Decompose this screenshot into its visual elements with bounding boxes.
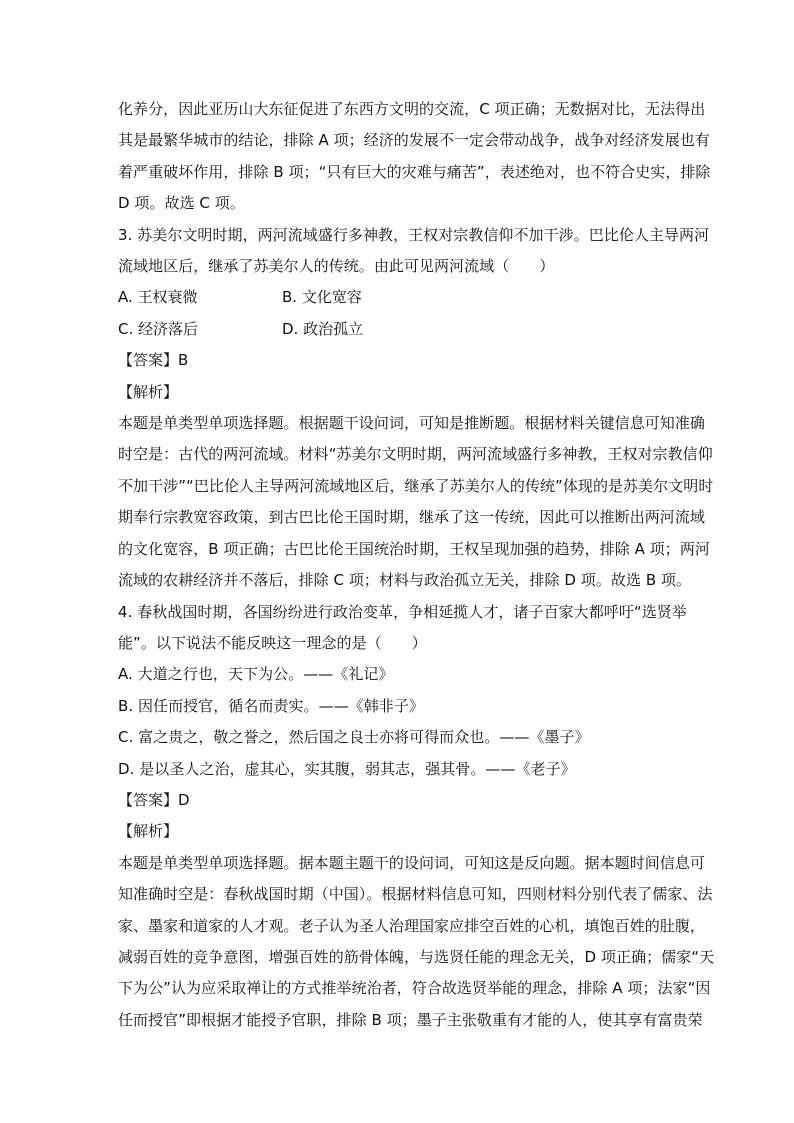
question-stem-line: 3. 苏美尔文明时期，两河流域盛行多神教，王权对宗教信仰不加干涉。巴比伦人主导两河 xyxy=(118,225,710,244)
text-line: 时空是：古代的两河流域。材料“苏美尔文明时期，两河流域盛行多神教，王权对宗教信仰 xyxy=(118,445,713,464)
option-c: C. 经济落后 xyxy=(118,319,199,338)
text-line: 着严重破坏作用，排除 B 项；“只有巨大的灾难与痛苦”，表述绝对，也不符合史实，排除 xyxy=(118,162,711,181)
analysis-label: 【解析】 xyxy=(118,822,179,841)
page-content xyxy=(118,94,715,1036)
option-b: B. 文化宽容 xyxy=(282,288,362,307)
text-line: 的文化宽容，B 项正确；古巴比伦王国统治时期，王权呈现加强的趋势，排除 A 项；两河 xyxy=(118,539,710,558)
question-3 xyxy=(118,220,714,597)
text-line: 化养分，因此亚历山大东征促进了东西方文明的交流，C 项正确；无数据对比，无法得出 xyxy=(118,100,706,118)
text-line: 期奉行宗教宽容政策，到古巴比伦王国时期，继承了这一传统，因此可以推断出两河流域 xyxy=(118,508,705,527)
option-row xyxy=(118,282,678,313)
analysis-paragraph xyxy=(118,848,715,1036)
text-line: D 项。故选 C 项。 xyxy=(118,194,245,213)
analysis-label: 【解析】 xyxy=(118,382,179,401)
answer-label: 【答案】D xyxy=(118,790,190,809)
option-b: B. 因任而授官，循名而责实。——《韩非子》 xyxy=(118,696,424,715)
text-line: 减弱百姓的竞争意图，增强百姓的筋骨体魄，与选贤任能的理念无关，D 项正确；儒家“天 xyxy=(118,947,715,966)
text-line: 任而授官”即根据才能授予官职，排除 B 项；墨子主张敬重有才能的人，使其享有富贵荣 xyxy=(118,1010,703,1029)
text-line: 家、墨家和道家的人才观。老子认为圣人治理国家应排空百姓的心机，填饱百姓的肚腹， xyxy=(118,916,705,935)
option-a: A. 大道之行也，天下为公。——《礼记》 xyxy=(118,665,394,684)
question-stem-line: 流域地区后，继承了苏美尔人的传统。由此可见两河流域（ ） xyxy=(118,257,555,276)
answer-label: 【答案】B xyxy=(118,351,189,370)
intro-paragraph xyxy=(118,94,711,220)
text-line: 其是最繁华城市的结论，排除 A 项；经济的发展不一定会带动战争，战争对经济发展也有 xyxy=(118,131,710,150)
text-line: 本题是单类型单项选择题。根据题干设问词，可知是推断题。根据材料关键信息可知准确 xyxy=(118,414,705,433)
text-line: 知准确时空是：春秋战国时期（中国）。根据材料信息可知，四则材料分别代表了儒家、法 xyxy=(118,885,713,904)
text-line: 不加干涉”“巴比伦人主导两河流域地区后，继承了苏美尔人的传统”体现的是苏美尔文明时 xyxy=(118,476,714,495)
question-stem-line: 能”。以下说法不能反映这一理念的是（ ） xyxy=(118,633,427,652)
option-c: C. 富之贵之，敬之誉之，然后国之良士亦将可得而众也。——《墨子》 xyxy=(118,728,590,747)
option-a: A. 王权衰微 xyxy=(118,288,198,307)
question-4 xyxy=(118,597,715,1037)
analysis-paragraph xyxy=(118,408,714,596)
option-row xyxy=(118,314,678,345)
text-line: 流域的农耕经济并不落后，排除 C 项；材料与政治孤立无关，排除 D 项。故选 B 项。 xyxy=(118,571,692,590)
option-d: D. 政治孤立 xyxy=(282,319,364,338)
text-line: 下为公”认为应采取禅让的方式推举统治者，符合故选贤举能的理念，排除 A 项；法家“因 xyxy=(118,979,711,998)
option-d: D. 是以圣人之治，虚其心，实其腹，弱其志，强其骨。——《老子》 xyxy=(118,759,576,778)
text-line: 本题是单类型单项选择题。据本题主题干的设问词，可知这是反向题。据本题时间信息可 xyxy=(118,853,705,872)
question-stem-line: 4. 春秋战国时期，各国纷纷进行政治变革，争相延揽人才，诸子百家大都呼吁“选贤举 xyxy=(118,602,687,621)
